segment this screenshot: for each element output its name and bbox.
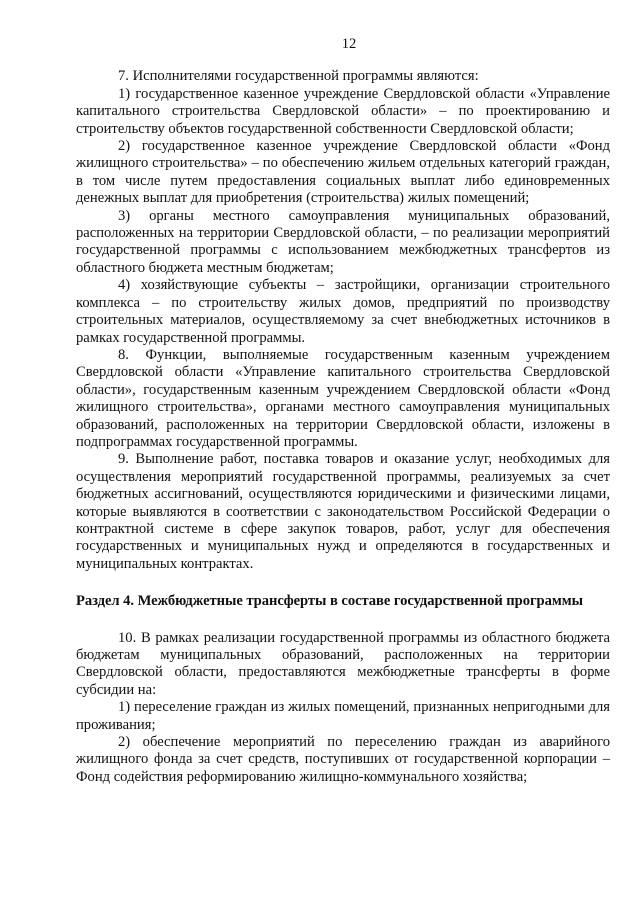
document-page	[76, 36, 610, 786]
paragraph-7-item-3: 3) органы местного самоуправления муниципальных образований, расположенных на территории Свердловской области, – по реализации мероприятий государственной программы с использованием межбюджетных трансфертов из областного бюджета местным бюджетам;	[76, 207, 610, 276]
paragraph-7-item-1: 1) государственное казенное учреждение Свердловской области «Управление капитального строительства Свердловской области» – по проектированию и строительству объектов государственной собственности Свердловской области;	[76, 85, 610, 137]
paragraph-7-item-2: 2) государственное казенное учреждение Свердловской области «Фонд жилищного строительства» – по обеспечению жильем отдельных категорий граждан, в том числе путем предоставления социальных выплат либо единовременных денежных выплат для приобретения (строительства) жилых помещений;	[76, 138, 610, 207]
page-number: 12	[341, 36, 357, 52]
paragraph-10-intro: 10. В рамках реализации государственной программы из областного бюджета бюджетам муниципальных образований, расположенных на территории Свердловской области, предоставляются межбюджетные трансферты в форме субсидии на:	[76, 629, 610, 698]
paragraph-10-item-2: 2) обеспечение мероприятий по переселению граждан из аварийного жилищного фонда за счет средств, поступивших от государственной корпорации – Фонд содействия реформированию жилищно-коммунального хозяйства;	[76, 734, 610, 785]
paragraph-9: 9. Выполнение работ, поставка товаров и оказание услуг, необходимых для осуществления мероприятий государственной программы, реализуемых за счет бюджетных ассигнований, осуществляются юридическими и физическими лицами, которые выявляются в соответствии с законодательством Российской Федерации о контрактной системе в сфере закупок товаров, работ, услуг для обеспечения государственных и муниципальных нужд и определяются в государственных и муниципальных контрактах.	[76, 451, 610, 572]
paragraph-7-item-4: 4) хозяйствующие субъекты – застройщики, организации строительного комплекса – по строительству жилых домов, предприятий по производству строительных материалов, осуществляемому за счет внебюджетных источников в рамках государственной программы.	[76, 277, 610, 346]
paragraph-8: 8. Функции, выполняемые государственным казенным учреждением Свердловской области «Управление капитального строительства Свердловской области», государственным казенным учреждением Свердловской области «Фонд жилищного строительства», органами местного самоуправления муниципальных образований, расположенных на территории Свердловской области, изложены в подпрограммах государственной программы.	[76, 346, 610, 450]
section-heading: Раздел 4. Межбюджетные трансферты в составе государственной программы	[76, 593, 583, 610]
paragraph-7-intro: 7. Исполнителями государственной программы являются:	[118, 68, 479, 85]
paragraph-10-item-1: 1) переселение граждан из жилых помещений, признанных непригодными для проживания;	[76, 699, 610, 733]
